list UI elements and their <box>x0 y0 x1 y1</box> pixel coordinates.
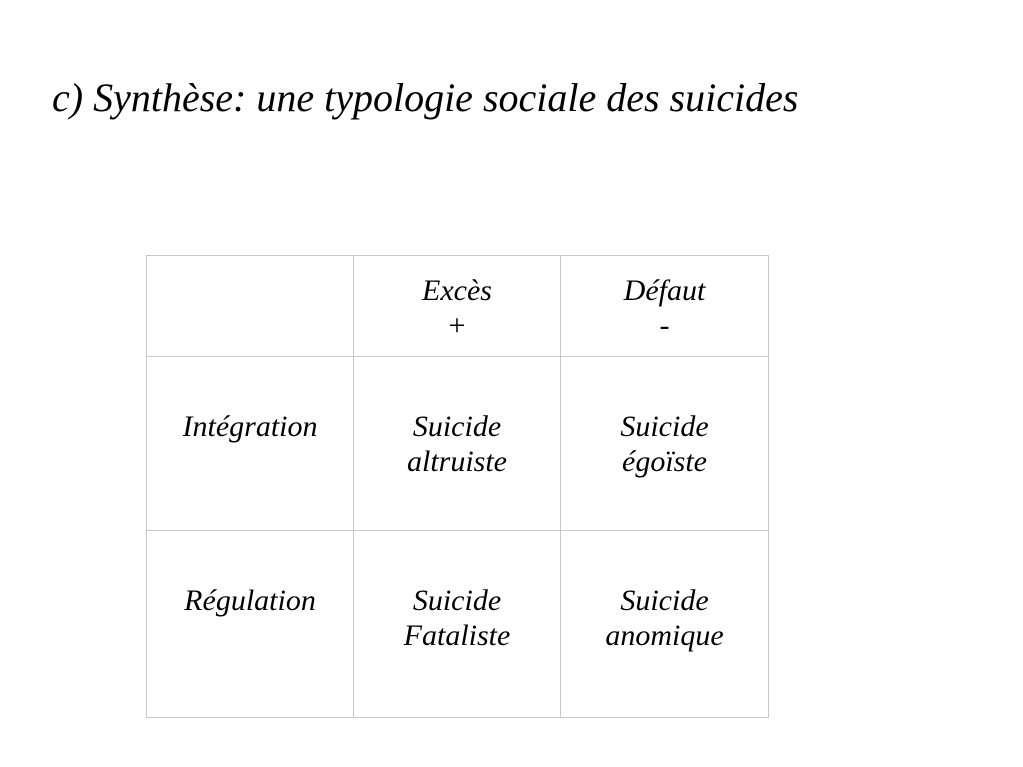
cell-line: Suicide <box>620 584 709 617</box>
cell-line: Suicide <box>412 584 502 617</box>
cell-suicide-egoiste <box>561 357 769 531</box>
row-header-regulation: Régulation <box>147 531 354 718</box>
cell-suicide-anomique <box>561 531 769 718</box>
cell-suicide-altruiste <box>354 357 561 531</box>
cell-line: Suicide <box>620 410 709 443</box>
typology-table <box>146 255 769 718</box>
column-header-exces <box>354 256 561 357</box>
slide-title: c) Synthèse: une typologie sociale des suicides <box>52 75 799 120</box>
cell-suicide-fataliste <box>354 531 561 718</box>
table-row-regulation <box>147 531 769 718</box>
table-row-integration <box>147 357 769 531</box>
column-header-sign: - <box>659 309 670 342</box>
cell-line: égoïste <box>622 445 707 478</box>
cell-line: anomique <box>605 619 724 652</box>
column-header-label: Excès <box>422 274 492 307</box>
column-header-sign: + <box>448 309 466 342</box>
column-header-defaut <box>561 256 769 357</box>
cell-line: altruiste <box>406 445 507 478</box>
row-header-integration: Intégration <box>147 357 354 531</box>
column-header-label: Défaut <box>623 274 706 307</box>
table-header-row <box>147 256 769 357</box>
table-corner-cell <box>147 256 354 357</box>
cell-line: Fataliste <box>403 619 511 652</box>
cell-line: Suicide <box>412 410 502 443</box>
